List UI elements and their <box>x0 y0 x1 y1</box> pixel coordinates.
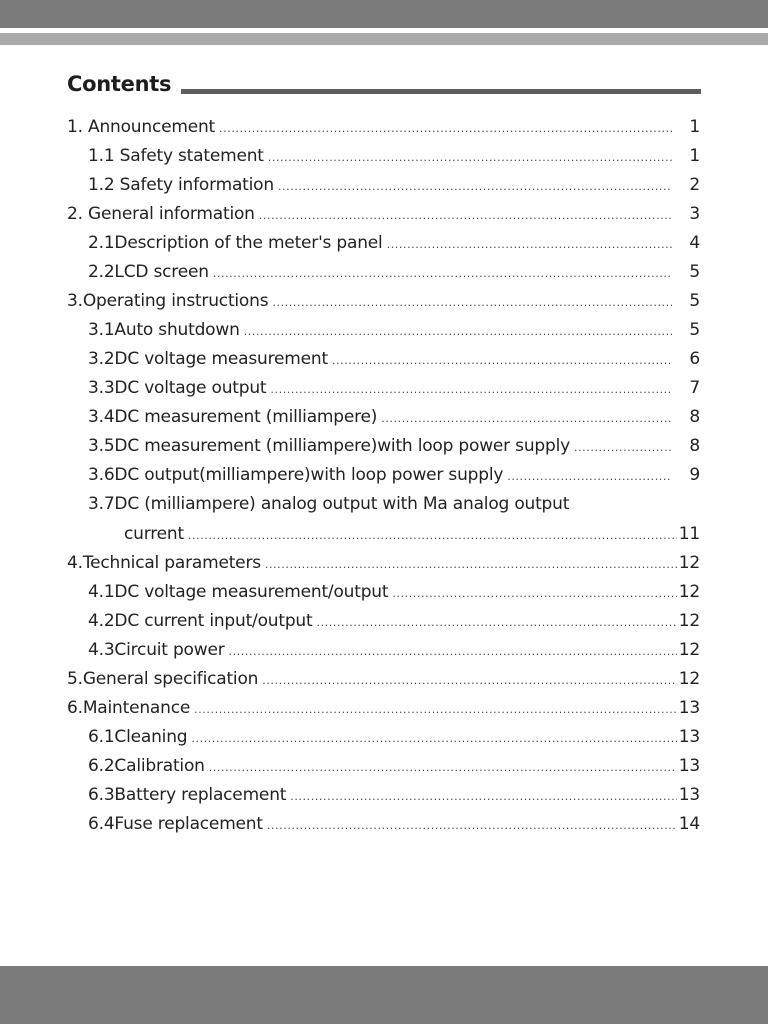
table-of-contents <box>67 113 700 839</box>
toc-entry-page: 8 <box>689 407 700 427</box>
toc-entry-page: 12 <box>678 669 700 689</box>
toc-entry-3-4[interactable] <box>67 403 700 432</box>
toc-leader-dots <box>244 317 672 346</box>
header-bar <box>0 0 768 28</box>
toc-leader-dots <box>209 753 677 782</box>
toc-entry-3[interactable] <box>67 287 700 316</box>
toc-entry-3-7[interactable] <box>67 490 700 520</box>
toc-entry-page: 12 <box>678 611 700 631</box>
toc-leader-dots <box>290 782 677 811</box>
toc-entry-label: 4.2DC current input/output <box>88 611 313 631</box>
toc-entry-label: 6.3Battery replacement <box>88 785 287 805</box>
toc-entry-3-6[interactable] <box>67 461 700 490</box>
toc-leader-dots <box>188 521 677 550</box>
toc-leader-dots <box>381 404 672 433</box>
toc-leader-dots <box>268 143 672 172</box>
toc-entry-6-4[interactable] <box>67 810 700 839</box>
toc-leader-dots <box>229 637 677 666</box>
toc-entry-label: 6.Maintenance <box>67 698 191 718</box>
toc-entry-page: 9 <box>689 465 700 485</box>
toc-entry-2[interactable] <box>67 200 700 229</box>
toc-leader-dots <box>267 811 677 840</box>
page-title: Contents <box>67 72 172 96</box>
toc-leader-dots <box>191 724 676 753</box>
toc-entry-label: 4.3Circuit power <box>88 640 225 660</box>
toc-entry-page: 13 <box>678 785 700 805</box>
toc-entry-3-5[interactable] <box>67 432 700 461</box>
toc-leader-dots <box>392 579 676 608</box>
toc-entry-2-2[interactable] <box>67 258 700 287</box>
header-stripe <box>0 33 768 45</box>
toc-entry-label: 1.1 Safety statement <box>88 146 264 166</box>
toc-entry-5[interactable] <box>67 665 700 694</box>
toc-leader-dots <box>270 375 672 404</box>
toc-entry-6-3[interactable] <box>67 781 700 810</box>
toc-entry-4[interactable] <box>67 549 700 578</box>
toc-leader-dots <box>272 288 672 317</box>
toc-entry-1[interactable] <box>67 113 700 142</box>
toc-entry-3-3[interactable] <box>67 374 700 403</box>
toc-entry-label: 3.Operating instructions <box>67 291 269 311</box>
contents-heading-row <box>67 70 701 104</box>
toc-entry-page: 13 <box>678 698 700 718</box>
toc-entry-page: 1 <box>689 117 700 137</box>
toc-entry-page: 7 <box>689 378 700 398</box>
toc-entry-page: 12 <box>678 582 700 602</box>
toc-entry-label: 3.4DC measurement (milliampere) <box>88 407 378 427</box>
toc-entry-6[interactable] <box>67 694 700 723</box>
toc-entry-label: 6.4Fuse replacement <box>88 814 263 834</box>
toc-entry-label: 1. Announcement <box>67 117 216 137</box>
toc-entry-page: 5 <box>689 291 700 311</box>
toc-entry-3-2[interactable] <box>67 345 700 374</box>
toc-entry-4-1[interactable] <box>67 578 700 607</box>
toc-entry-label: 2.2LCD screen <box>88 262 209 282</box>
toc-entry-page: 12 <box>678 553 700 573</box>
toc-leader-dots <box>262 666 677 695</box>
footer-bar <box>0 966 768 1024</box>
toc-leader-dots <box>316 608 676 637</box>
toc-entry-page: 12 <box>678 640 700 660</box>
toc-entry-3-7-continued[interactable] <box>67 520 700 549</box>
toc-entry-label: 2. General information <box>67 204 255 224</box>
toc-entry-label: 6.2Calibration <box>88 756 205 776</box>
toc-entry-label: 3.2DC voltage measurement <box>88 349 328 369</box>
toc-entry-2-1[interactable] <box>67 229 700 258</box>
toc-entry-page: 13 <box>678 727 700 747</box>
toc-entry-label: 3.1Auto shutdown <box>88 320 240 340</box>
toc-entry-label: 4.1DC voltage measurement/output <box>88 582 389 602</box>
toc-entry-4-3[interactable] <box>67 636 700 665</box>
toc-entry-label: 3.6DC output(milliampere)with loop power supply <box>88 465 504 485</box>
toc-leader-dots <box>387 230 672 259</box>
toc-entry-page: 4 <box>689 233 700 253</box>
toc-entry-page: 3 <box>689 204 700 224</box>
toc-leader-dots <box>507 462 672 491</box>
toc-entry-page: 13 <box>678 756 700 776</box>
toc-entry-label: 3.5DC measurement (milliampere)with loop power supply <box>88 436 570 456</box>
toc-entry-3-1[interactable] <box>67 316 700 345</box>
toc-entry-1-1[interactable] <box>67 142 700 171</box>
toc-entry-label: 3.7DC (milliampere) analog output with Ma analog output <box>88 494 570 514</box>
toc-leader-dots <box>194 695 677 724</box>
toc-entry-label: 2.1Description of the meter's panel <box>88 233 383 253</box>
toc-leader-dots <box>213 259 672 288</box>
heading-rule <box>181 89 701 94</box>
toc-leader-dots <box>259 201 672 230</box>
toc-entry-page: 5 <box>689 262 700 282</box>
toc-entry-page: 1 <box>689 146 700 166</box>
toc-entry-label: 1.2 Safety information <box>88 175 274 195</box>
toc-leader-dots <box>574 433 672 462</box>
toc-entry-4-2[interactable] <box>67 607 700 636</box>
toc-entry-6-2[interactable] <box>67 752 700 781</box>
toc-entry-page: 14 <box>678 814 700 834</box>
toc-entry-label: 6.1Cleaning <box>88 727 188 747</box>
toc-leader-dots <box>219 114 672 143</box>
toc-entry-label: 3.3DC voltage output <box>88 378 267 398</box>
toc-entry-6-1[interactable] <box>67 723 700 752</box>
toc-entry-1-2[interactable] <box>67 171 700 200</box>
toc-entry-label: 5.General specification <box>67 669 259 689</box>
toc-entry-page: 2 <box>689 175 700 195</box>
toc-leader-dots <box>332 346 672 375</box>
toc-entry-page: 11 <box>678 524 700 544</box>
toc-leader-dots <box>265 550 677 579</box>
toc-entry-page: 5 <box>689 320 700 340</box>
toc-entry-label: current <box>124 524 184 544</box>
toc-entry-page: 8 <box>689 436 700 456</box>
toc-leader-dots <box>278 172 672 201</box>
toc-entry-label: 4.Technical parameters <box>67 553 261 573</box>
toc-entry-page: 6 <box>689 349 700 369</box>
